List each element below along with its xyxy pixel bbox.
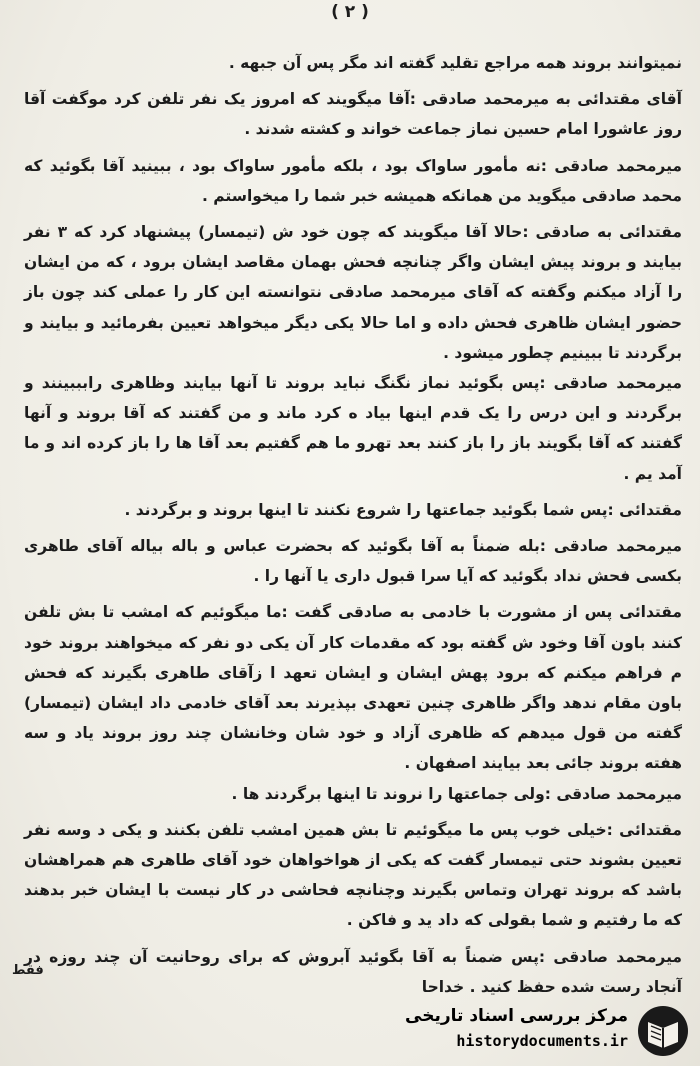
paragraph: میرمحمد صادقی :پس ضمناً به آقا بگوئید آبروش که برای روحانیت آن چند روزه در آنجاد رست شده حفظ کنید . خداحا bbox=[24, 947, 682, 996]
margin-note: فقط bbox=[12, 963, 44, 978]
paragraph: میرمحمد صادقی :نه مأمور ساواک بود ، بلکه مأمور ساواک بود ، ببینید آقا بگوئید که محمد صادقی میگوید من همانکه همیشه خبر شما را میخواستم . bbox=[24, 156, 682, 205]
paragraph: مقتدائی پس از مشورت با خادمی به صادقی گفت :ما میگوئیم که امشب تا بش تلفن کنند باون آقا وخود ش گفته بود که مقدمات کار آن یکی دو نفر که میخواهند بروند خود م فراهم میکنم که برود پهش ایشان و ایشان تعهد ا زآقای طاهری بگیرند که فحش باون مقام ندهد واگر ظاهری چنین تعهدی بپذیرند بعد آقای خادمی داد ایشان (تیمسار) گفته من قول میدهم که ظاهری آزاد و خود شان وخانشان چند روز بروند یاد و سه هفته بروند جائی بعد بیایند اصفهان . bbox=[24, 603, 682, 773]
paragraph: میرمحمد صادقی :پس بگوئید نماز نگنگ نباید بروند تا آنها بیایند وظاهری رابببینند و برگردند و این درس را یک قدم اینها بیاد ه کرد ماند و من گفتند که آقا بروند و آنها گفتند که آقا بگویند باز را باز کنند بعد تهرو ما هم گفتیم بعد آقا ها را باز کرده اند و ما آمد یم . bbox=[24, 374, 682, 483]
watermark-title: مرکز بررسی اسناد تاریخی bbox=[405, 1006, 628, 1026]
book-icon bbox=[636, 1004, 690, 1058]
document-body bbox=[24, 48, 682, 1002]
paragraph: مقتدائی به صادقی :حالا آقا میگویند که چون خود ش (تیمسار) پیشنهاد کرد که ۳ نفر بیایند و بروند پیش ایشان واگر چنانچه فحش بهمان مقاصد ایشان برود ، که من ایشان را آزاد میکنم وگفته که آقای میرمحمد صادقی نتوانسته این کار را عملی کند چون باز حضور ایشان ظاهری فحش داده و اما حالا یکی دیگر میخواهد تعیین بفرمائید و بیایند و برگردند تا ببینیم چطور میشود . bbox=[24, 223, 683, 362]
paragraph: نمیتوانند بروند همه مراجع تقلید گفته اند مگر پس آن جبهه . bbox=[228, 54, 682, 72]
paragraph: میرمحمد صادقی :بله ضمناً به آقا بگوئید که بحضرت عباس و باله بیاله آقای طاهری بکسی فحش نداد بگوئید که آیا سرا قبول داری یا آنها را . bbox=[24, 537, 682, 586]
paragraph: مقتدائی :خیلی خوب پس ما میگوئیم تا بش همین امشب تلفن بکنند و یکی د وسه نفر تعیین بشوند حتی تیمسار گفت که یکی از هواخواهان خود آقای طاهری هم همراهشان باشد که بروند تهران وتماس بگیرند وچنانچه فحاشی در کار نیست با ایشان خبر بدهند که ما رفتیم و شما بقولی که داد ید و فاکن . bbox=[24, 820, 682, 930]
watermark-url[interactable]: historydocuments.ir bbox=[456, 1032, 628, 1050]
paragraph: آقای مقتدائی به میرمحمد صادقی :آقا میگویند که امروز یک نفر تلفن کرد موگفت آقا روز عاشورا امام حسین نماز جماعت خواند و کشته شدند . bbox=[24, 90, 682, 139]
paragraph: میرمحمد صادقی :ولی جماعتها را نروند تا اینها برگردند ها . bbox=[231, 784, 682, 803]
page-number: ( ۲ ) bbox=[331, 2, 369, 22]
watermark bbox=[400, 1002, 690, 1060]
paragraph: مقتدائی :پس شما بگوئید جماعتها را شروع نکنند تا اینها بروند و برگردند . bbox=[124, 500, 682, 519]
